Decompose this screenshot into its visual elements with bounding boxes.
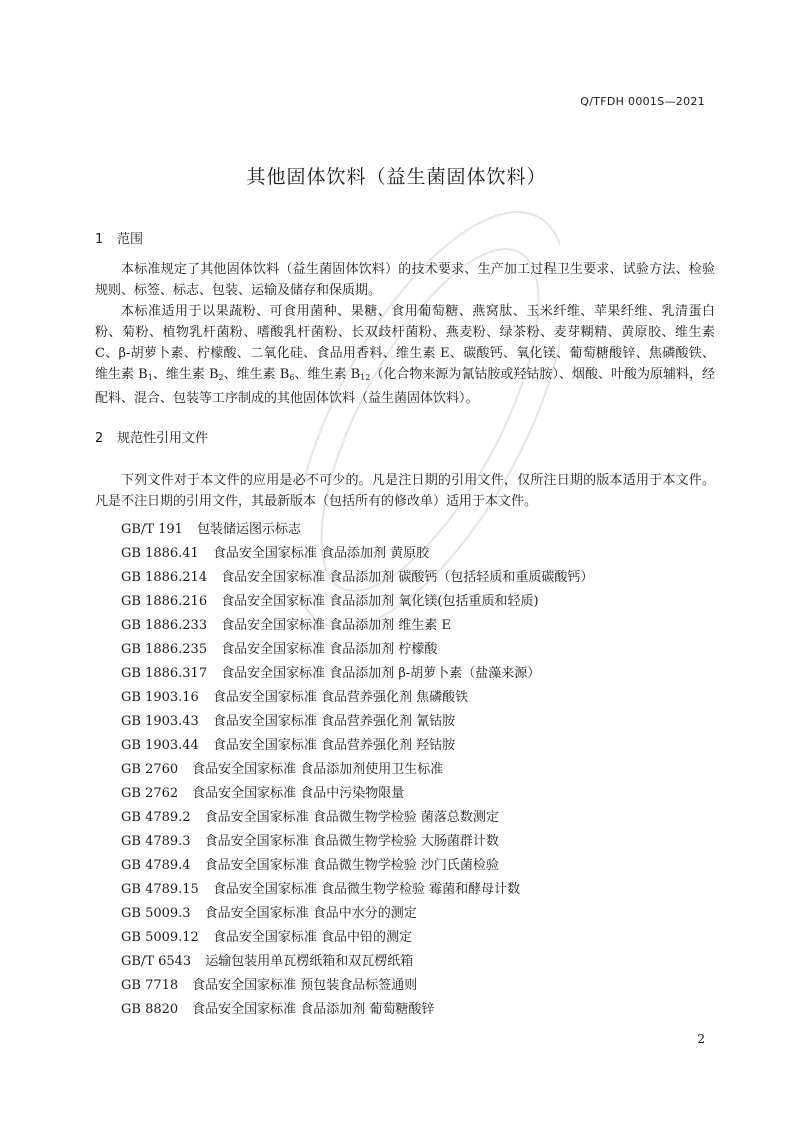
reference-item: [121, 806, 593, 830]
reference-code: GB 5009.3: [121, 906, 191, 921]
reference-item: [121, 614, 593, 638]
reference-code: GB 1886.235: [121, 642, 208, 657]
reference-code: GB 4789.4: [121, 858, 191, 873]
reference-title: 食品安全国家标准 食品微生物学检验 大肠菌群计数: [204, 834, 499, 849]
reference-code: GB 1886.214: [121, 570, 208, 585]
reference-code: GB 1903.16: [121, 690, 199, 705]
section-2-heading: [95, 430, 208, 448]
reference-code: GB 1903.44: [121, 738, 199, 753]
reference-title: 包装储运图示标志: [196, 522, 301, 537]
page-number: 2: [697, 1032, 705, 1046]
reference-title: 食品安全国家标准 食品添加剂 β-胡萝卜素（盐藻来源）: [221, 666, 541, 681]
reference-code: GB 2762: [121, 786, 179, 801]
reference-item: [121, 542, 593, 566]
reference-item: [121, 830, 593, 854]
section-1-title: 范围: [117, 232, 144, 247]
reference-item: [121, 686, 593, 710]
standard-code: Q/TFDH 0001S—2021: [580, 95, 705, 108]
reference-item: [121, 782, 593, 806]
section-2-number: 2: [95, 431, 104, 446]
reference-code: GB/T 6543: [121, 954, 192, 969]
reference-title: 食品安全国家标准 食品微生物学检验 菌落总数测定: [204, 810, 499, 825]
reference-item: [121, 590, 593, 614]
reference-item: [121, 638, 593, 662]
section-2-title: 规范性引用文件: [117, 431, 209, 446]
reference-code: GB 4789.15: [121, 882, 199, 897]
reference-code: GB 4789.2: [121, 810, 191, 825]
reference-code: GB 1886.317: [121, 666, 208, 681]
reference-title: 食品安全国家标准 食品添加剂 柠檬酸: [221, 642, 438, 657]
reference-code: GB 2760: [121, 762, 179, 777]
reference-item: [121, 926, 593, 950]
reference-item: [121, 758, 593, 782]
reference-code: GB 1886.216: [121, 594, 208, 609]
reference-title: 食品安全国家标准 食品添加剂 碳酸钙（包括轻质和重质碳酸钙）: [221, 570, 594, 585]
section-1-heading: [95, 231, 143, 249]
reference-code: GB 7718: [121, 978, 179, 993]
reference-code: GB 8820: [121, 1002, 179, 1017]
reference-title: 食品安全国家标准 食品中污染物限量: [192, 786, 405, 801]
reference-title: 食品安全国家标准 食品添加剂 黄原胶: [212, 546, 430, 561]
reference-title: 食品安全国家标准 食品添加剂 氧化镁(包括重质和轻质): [221, 594, 539, 609]
reference-item: [121, 974, 593, 998]
reference-item: [121, 950, 593, 974]
scope-paragraph-1: 本标准规定了其他固体饮料（益生菌固体饮料）的技术要求、生产加工过程卫生要求、试验方法、检验规则、标签、标志、包装、运输及储存和保质期。: [95, 262, 715, 298]
reference-title: 运输包装用单瓦楞纸箱和双瓦楞纸箱: [205, 954, 414, 969]
reference-item: [121, 566, 593, 590]
reference-title: 食品安全国家标准 食品添加剂 维生素 E: [221, 618, 451, 633]
reference-title: 食品安全国家标准 食品添加剂 葡萄糖酸锌: [192, 1002, 435, 1017]
reference-item: [121, 710, 593, 734]
reference-title: 食品安全国家标准 食品营养强化剂 焦磷酸铁: [212, 690, 469, 705]
reference-title: 食品安全国家标准 食品中水分的测定: [204, 906, 417, 921]
scope-paragraph-2: 本标准适用于以果蔬粉、可食用菌种、果糖、食用葡萄糖、燕窝肽、玉米纤维、苹果纤维、乳清蛋白粉、菊粉、植物乳杆菌粉、嗜酸乳杆菌粉、长双歧杆菌粉、燕麦粉、绿茶粉、麦芽糊精、黄原胶、维生素 C、β-胡萝卜素、柠檬酸、二氧化硅、食品用香料、维生素 E、碳酸钙、氧化镁、葡萄糖酸锌、焦磷酸铁、维生素 $B_1$、维生素 $B_2$、维生素 $B_6$、维生素 $B_{12}$（化合物来源为氰钴胺或羟钴胺）、烟酸、叶酸为原辅料，经配料、混合、包装等工序制成的其他固体饮料（益生菌固体饮料）。: [95, 304, 715, 406]
reference-title: 食品安全国家标准 食品微生物学检验 霉菌和酵母计数: [212, 882, 521, 897]
reference-item: [121, 998, 593, 1022]
reference-code: GB 4789.3: [121, 834, 191, 849]
reference-code: GB 5009.12: [121, 930, 199, 945]
reference-code: GB 1903.43: [121, 714, 199, 729]
reference-item: [121, 854, 593, 878]
reference-title: 食品安全国家标准 食品微生物学检验 沙门氏菌检验: [204, 858, 499, 873]
reference-list: [121, 518, 593, 1022]
reference-code: GB 1886.233: [121, 618, 208, 633]
reference-item: [121, 518, 593, 542]
reference-item: [121, 878, 593, 902]
reference-code: GB 1886.41: [121, 546, 199, 561]
reference-item: [121, 902, 593, 926]
reference-item: [121, 662, 593, 686]
reference-title: 食品安全国家标准 食品营养强化剂 氰钴胺: [212, 714, 456, 729]
reference-title: 食品安全国家标准 预包装食品标签通则: [192, 978, 418, 993]
references-intro: 下列文件对于本文件的应用是必不可少的。凡是注日期的引用文件，仅所注日期的版本适用于本文件。凡是不注日期的引用文件，其最新版本（包括所有的修改单）适用于本文件。: [95, 473, 715, 509]
reference-title: 食品安全国家标准 食品中铅的测定: [212, 930, 412, 945]
reference-title: 食品安全国家标准 食品添加剂使用卫生标准: [192, 762, 444, 777]
reference-code: GB/T 191: [121, 522, 183, 537]
document-title: 其他固体饮料（益生菌固体饮料）: [246, 166, 547, 188]
reference-title: 食品安全国家标准 食品营养强化剂 羟钴胺: [212, 738, 456, 753]
reference-item: [121, 734, 593, 758]
section-1-number: 1: [95, 232, 104, 247]
